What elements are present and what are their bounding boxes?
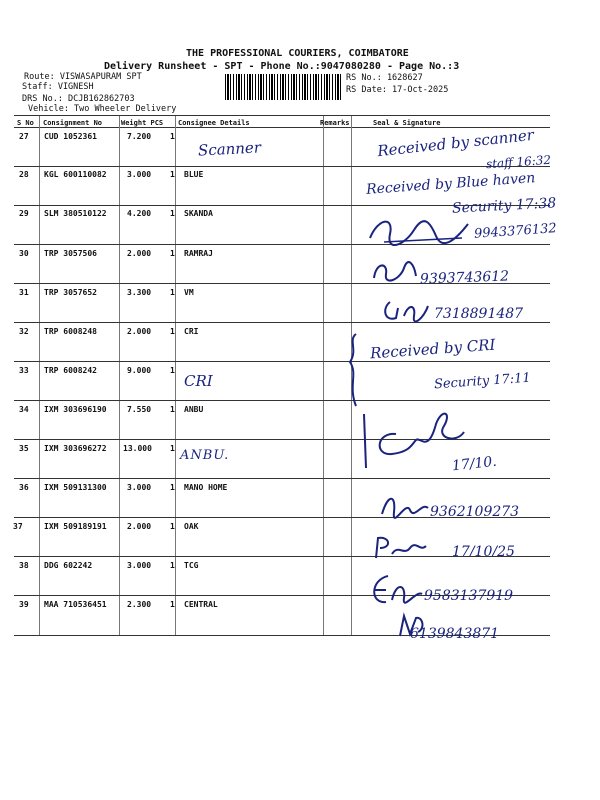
- row-39-pcs: 1: [170, 600, 175, 609]
- row-38-consignment: DDG 602242: [44, 561, 93, 570]
- signature-scribble-31: [380, 296, 432, 326]
- drs-label: DRS No.: DCJB162862703: [22, 94, 135, 104]
- row-37-consignment: IXM 509189191: [44, 522, 107, 531]
- row-37-pcs: 1: [170, 522, 175, 531]
- signature-scribble-30: [370, 258, 420, 284]
- handwritten-consignee-27: Scanner: [197, 138, 262, 160]
- handwritten-signature-32a: Received by CRI: [369, 335, 496, 363]
- row-34-pcs: 1: [170, 405, 175, 414]
- handwritten-signature-37: 17/10/25: [452, 544, 515, 560]
- row-31-consignment: TRP 3057652: [44, 288, 97, 297]
- row-39-weight: 2.300: [127, 600, 152, 609]
- row-37-weight: 2.000: [127, 522, 152, 531]
- row-34-weight: 7.550: [127, 405, 152, 414]
- header-sno: S No: [17, 119, 34, 127]
- handwritten-signature-35: 17/10.: [451, 453, 498, 475]
- handwritten-signature-30: 9393743612: [419, 268, 510, 288]
- handwritten-consignee-35: ANBU.: [180, 448, 230, 463]
- row-33-weight: 9.000: [127, 366, 152, 375]
- row-34-consignee: ANBU: [184, 405, 204, 414]
- row-29-consignment: SLM 380510122: [44, 209, 107, 218]
- signature-scribble-38: [366, 570, 426, 610]
- handwritten-signature-36: 9362109273: [430, 504, 520, 520]
- row-33-consignment: TRP 6008242: [44, 366, 97, 375]
- row-38-pcs: 1: [170, 561, 175, 570]
- handwritten-signature-27b: staff 16:32: [485, 152, 552, 172]
- runsheet-subtitle: Delivery Runsheet - SPT - Phone No.:9047080280 - Page No.:3: [104, 61, 460, 72]
- signature-scribble-36: [376, 488, 432, 522]
- rs-date: RS Date: 17-Oct-2025: [346, 85, 449, 95]
- bracket-mark-32-33: [344, 330, 364, 410]
- row-divider: [14, 166, 550, 167]
- row-39-consignment: MAA 710536451: [44, 600, 107, 609]
- header-consignment: Consignment No: [43, 119, 103, 127]
- row-divider: [14, 361, 550, 362]
- header-consignee: Consignee Details: [178, 119, 250, 127]
- row-32-weight: 2.000: [127, 327, 152, 336]
- row-31-consignee: VM: [184, 288, 194, 297]
- row-37-consignee: OAK: [184, 522, 199, 531]
- signature-scribble-37: [370, 534, 430, 562]
- route-label: Route: VISWASAPURAM SPT: [24, 72, 142, 82]
- handwritten-signature-27a: Received by scanner: [376, 125, 535, 161]
- row-36-pcs: 1: [170, 483, 175, 492]
- row-31-sno: 31: [19, 288, 29, 297]
- row-35-weight: 13.000: [123, 444, 152, 453]
- column-divider: [39, 116, 40, 636]
- row-divider: [14, 322, 550, 323]
- row-30-consignment: TRP 3057506: [44, 249, 97, 258]
- handwritten-signature-28b: Security 17:38: [451, 195, 557, 217]
- handwritten-signature-38: 9583137919: [424, 588, 514, 604]
- row-31-weight: 3.300: [127, 288, 152, 297]
- row-divider: [14, 478, 550, 479]
- row-33-sno: 33: [19, 366, 29, 375]
- row-30-sno: 30: [19, 249, 29, 258]
- company-title: THE PROFESSIONAL COURIERS, COIMBATORE: [186, 48, 409, 59]
- staff-label: Staff: VIGNESH: [22, 82, 94, 92]
- header-seal: Seal & Signature: [373, 119, 441, 127]
- table-top-border: [14, 115, 550, 116]
- row-35-sno: 35: [19, 444, 29, 453]
- row-38-consignee: TCG: [184, 561, 199, 570]
- row-36-consignment: IXM 509131300: [44, 483, 107, 492]
- row-30-pcs: 1: [170, 249, 175, 258]
- row-29-weight: 4.200: [127, 209, 152, 218]
- row-36-weight: 3.000: [127, 483, 152, 492]
- row-28-consignment: KGL 600110082: [44, 170, 107, 179]
- handwritten-signature-31: 7318891487: [434, 306, 524, 322]
- row-33-pcs: 1: [170, 366, 175, 375]
- row-37-sno: 37: [13, 522, 23, 531]
- handwritten-signature-39: 6139843871: [410, 626, 500, 642]
- row-32-pcs: 1: [170, 327, 175, 336]
- table-header-border: [14, 127, 550, 128]
- row-27-weight: 7.200: [127, 132, 152, 141]
- row-28-pcs: 1: [170, 170, 175, 179]
- signature-scribble-29: [364, 212, 474, 250]
- row-34-sno: 34: [19, 405, 29, 414]
- row-34-consignment: IXM 303696190: [44, 405, 107, 414]
- row-28-sno: 28: [19, 170, 29, 179]
- row-27-pcs: 1: [170, 132, 175, 141]
- row-36-sno: 36: [19, 483, 29, 492]
- row-29-pcs: 1: [170, 209, 175, 218]
- row-30-consignee: RAMRAJ: [184, 249, 213, 258]
- row-divider: [14, 400, 550, 401]
- header-weight-pcs: Weight PCS: [121, 119, 164, 127]
- handwritten-signature-29: 9943376132: [473, 221, 558, 242]
- row-35-consignment: IXM 303696272: [44, 444, 107, 453]
- column-divider: [323, 116, 324, 636]
- row-31-pcs: 1: [170, 288, 175, 297]
- barcode: [225, 74, 341, 100]
- row-32-consignee: CRI: [184, 327, 199, 336]
- row-29-sno: 29: [19, 209, 29, 218]
- row-39-consignee: CENTRAL: [184, 600, 218, 609]
- row-29-consignee: SKANDA: [184, 209, 213, 218]
- row-28-consignee: BLUE: [184, 170, 204, 179]
- rs-number: RS No.: 1628627: [346, 73, 423, 83]
- handwritten-consignee-33: CRI: [184, 372, 213, 390]
- row-35-pcs: 1: [170, 444, 175, 453]
- row-27-consignment: CUD 1052361: [44, 132, 97, 141]
- vehicle-label: Vehicle: Two Wheeler Delivery: [28, 104, 177, 114]
- header-remarks: Remarks: [320, 119, 350, 127]
- handwritten-signature-28a: Received by Blue haven: [365, 170, 536, 198]
- row-27-sno: 27: [19, 132, 29, 141]
- row-38-weight: 3.000: [127, 561, 152, 570]
- row-32-sno: 32: [19, 327, 29, 336]
- row-38-sno: 38: [19, 561, 29, 570]
- row-32-consignment: TRP 6008248: [44, 327, 97, 336]
- row-28-weight: 3.000: [127, 170, 152, 179]
- row-36-consignee: MANO HOME: [184, 483, 228, 492]
- row-30-weight: 2.000: [127, 249, 152, 258]
- column-divider: [175, 116, 176, 636]
- row-39-sno: 39: [19, 600, 29, 609]
- handwritten-signature-32b: Security 17:11: [433, 370, 532, 393]
- column-divider: [119, 116, 120, 636]
